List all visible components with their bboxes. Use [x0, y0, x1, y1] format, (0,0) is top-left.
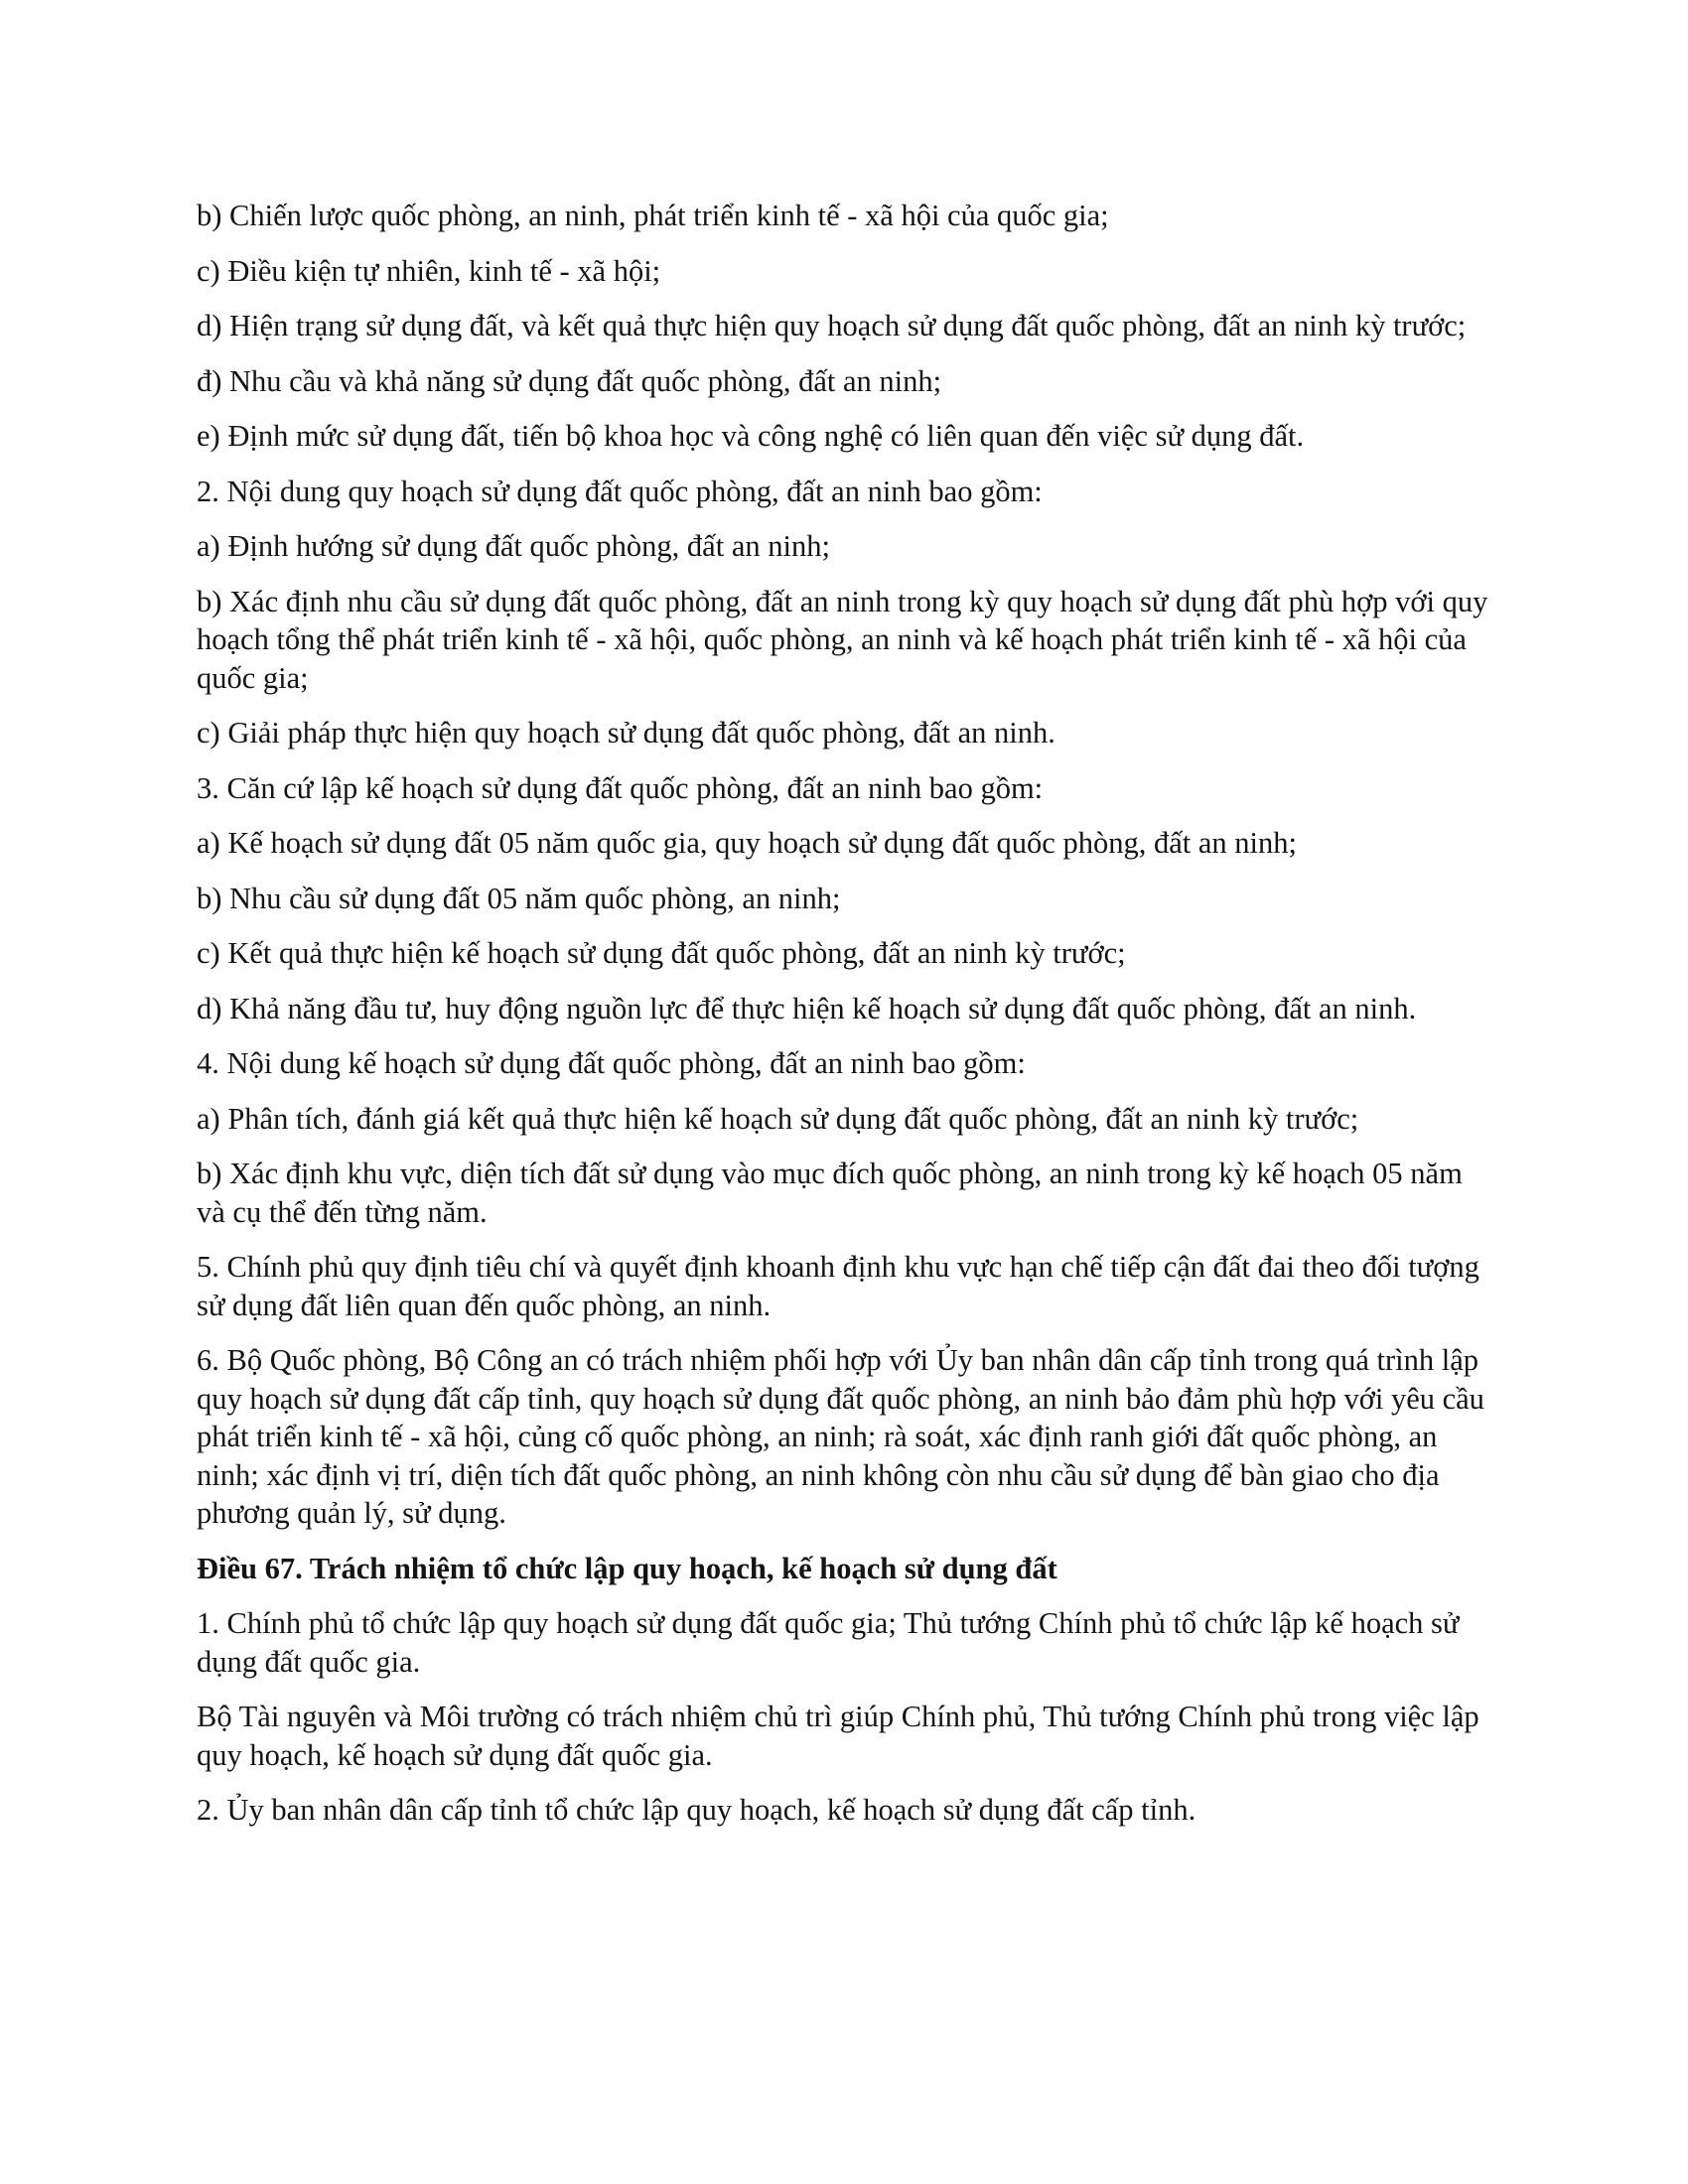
document-body	[197, 197, 1492, 1846]
paragraph-67-1-ministry: Bộ Tài nguyên và Môi trường có trách nhiệm chủ trì giúp Chính phủ, Thủ tướng Chính phủ trong việc lập quy hoạch, kế hoạch sử dụng đất quốc gia.	[197, 1700, 1479, 1772]
paragraph-4-plan-content: 4. Nội dung kế hoạch sử dụng đất quốc phòng, đất an ninh bao gồm:	[197, 1046, 1026, 1080]
paragraph-4a-analysis: a) Phân tích, đánh giá kết quả thực hiện kế hoạch sử dụng đất quốc phòng, đất an ninh kỳ trước;	[197, 1101, 1359, 1136]
paragraph-d-current-status: d) Hiện trạng sử dụng đất, và kết quả thực hiện quy hoạch sử dụng đất quốc phòng, đất an ninh kỳ trước;	[197, 309, 1467, 342]
paragraph-c-conditions: c) Điều kiện tự nhiên, kinh tế - xã hội;	[197, 253, 661, 288]
paragraph-2b-determine-demand: b) Xác định nhu cầu sử dụng đất quốc phòng, đất an ninh trong kỳ quy hoạch sử dụng đất phù hợp với quy hoạch tổng thể phát triển kinh tế - xã hội, quốc phòng, an ninh và kế hoạch phát triển kinh tế - xã hội của quốc gia;	[197, 584, 1488, 695]
paragraph-2c-solutions: c) Giải pháp thực hiện quy hoạch sử dụng đất quốc phòng, đất an ninh.	[197, 716, 1055, 750]
paragraph-67-1-government: 1. Chính phủ tổ chức lập quy hoạch sử dụng đất quốc gia; Thủ tướng Chính phủ tổ chức lập kế hoạch sử dụng đất quốc gia.	[197, 1606, 1460, 1679]
paragraph-3a-national-plan: a) Kế hoạch sử dụng đất 05 năm quốc gia, quy hoạch sử dụng đất quốc phòng, đất an ninh;	[197, 826, 1297, 860]
paragraph-5-government-criteria: 5. Chính phủ quy định tiêu chí và quyết định khoanh định khu vực hạn chế tiếp cận đất đai theo đối tượng sử dụng đất liên quan đến quốc phòng, an ninh.	[197, 1250, 1479, 1322]
paragraph-dd-demand: đ) Nhu cầu và khả năng sử dụng đất quốc phòng, đất an ninh;	[197, 363, 942, 398]
paragraph-6-ministries-responsibility: 6. Bộ Quốc phòng, Bộ Công an có trách nhiệm phối hợp với Ủy ban nhân dân cấp tỉnh trong quá trình lập quy hoạch sử dụng đất cấp tỉnh, quy hoạch sử dụng đất quốc phòng, an ninh bảo đảm phù hợp với yêu cầu phát triển kinh tế - xã hội, củng cố quốc phòng, an ninh; rà soát, xác định ranh giới đất quốc phòng, an ninh; xác định vị trí, diện tích đất quốc phòng, an ninh không còn nhu cầu sử dụng để bàn giao cho địa phương quản lý, sử dụng.	[197, 1343, 1484, 1530]
paragraph-2-planning-content: 2. Nội dung quy hoạch sử dụng đất quốc phòng, đất an ninh bao gồm:	[197, 474, 1043, 508]
article-67-heading: Điều 67. Trách nhiệm tổ chức lập quy hoạch, kế hoạch sử dụng đất	[197, 1551, 1057, 1585]
paragraph-67-2-provincial: 2. Ủy ban nhân dân cấp tỉnh tổ chức lập quy hoạch, kế hoạch sử dụng đất cấp tỉnh.	[197, 1793, 1196, 1827]
paragraph-3c-previous-results: c) Kết quả thực hiện kế hoạch sử dụng đất quốc phòng, đất an ninh kỳ trước;	[197, 936, 1126, 970]
paragraph-2a-orientation: a) Định hướng sử dụng đất quốc phòng, đất an ninh;	[197, 529, 830, 563]
paragraph-e-norms: e) Định mức sử dụng đất, tiến bộ khoa học và công nghệ có liên quan đến việc sử dụng đất.	[197, 419, 1305, 453]
paragraph-3-plan-basis: 3. Căn cứ lập kế hoạch sử dụng đất quốc phòng, đất an ninh bao gồm:	[197, 770, 1044, 805]
paragraph-4b-area-determination: b) Xác định khu vực, diện tích đất sử dụng vào mục đích quốc phòng, an ninh trong kỳ kế hoạch 05 năm và cụ thể đến từng năm.	[197, 1157, 1463, 1229]
paragraph-3d-investment-capacity: d) Khả năng đầu tư, huy động nguồn lực để thực hiện kế hoạch sử dụng đất quốc phòng, đất an ninh.	[197, 991, 1417, 1025]
paragraph-3b-five-year-demand: b) Nhu cầu sử dụng đất 05 năm quốc phòng, an ninh;	[197, 881, 841, 915]
paragraph-b-strategy: b) Chiến lược quốc phòng, an ninh, phát triển kinh tế - xã hội của quốc gia;	[197, 199, 1109, 232]
